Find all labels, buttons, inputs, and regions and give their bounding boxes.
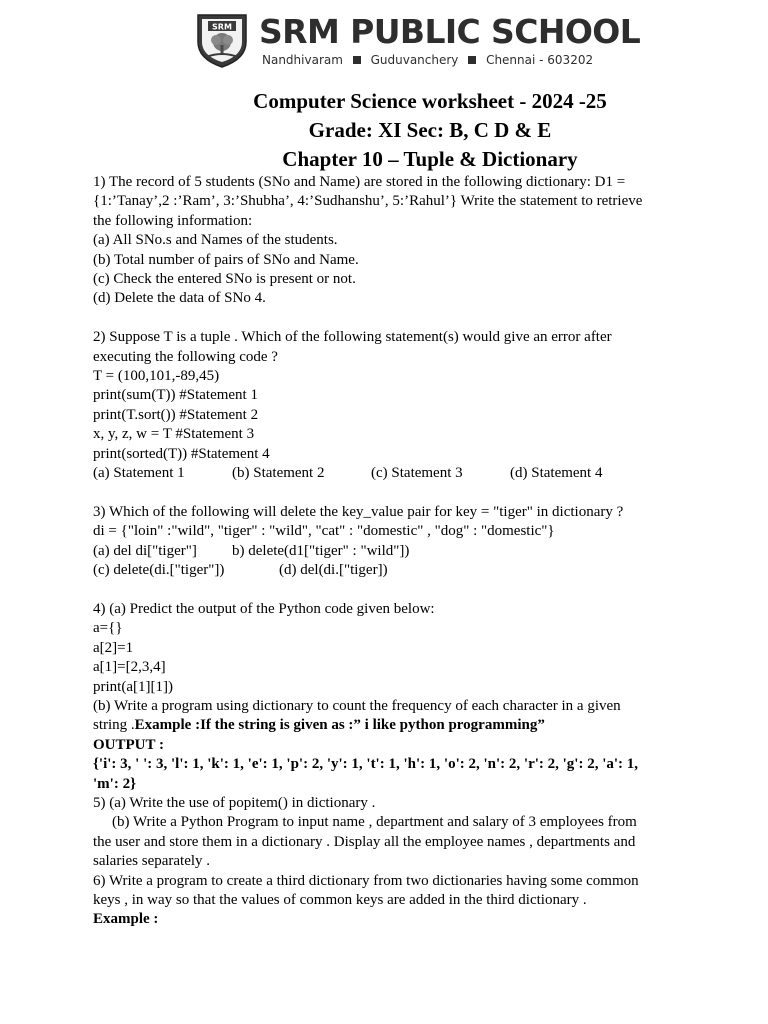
text-line: (d) Delete the data of SNo 4. — [93, 290, 266, 307]
text-line: (b) Total number of pairs of SNo and Name. — [93, 251, 359, 268]
title-line: Grade: XI Sec: B, C D & E — [308, 118, 552, 142]
text-line: the following information: — [93, 212, 253, 229]
text-line: keys , in way so that the values of common keys are added in the third dictionary . — [93, 891, 587, 908]
code-line: a={} — [93, 620, 123, 637]
answer-options — [93, 561, 673, 580]
spacer — [93, 309, 673, 328]
text-line — [93, 716, 673, 735]
title-line: Chapter 10 – Tuple & Dictionary — [282, 147, 578, 171]
option: (d) Statement 4 — [510, 465, 603, 482]
code-line: a[2]=1 — [93, 639, 134, 656]
code-line: print(sorted(T)) #Statement 4 — [93, 445, 270, 462]
answer-options — [93, 542, 673, 561]
answer-options — [93, 464, 673, 483]
option: b) delete(d1["tiger" : "wild"]) — [232, 542, 410, 559]
example-text: Example :If the string is given as :” i like python programming” — [134, 717, 545, 734]
address-part: Guduvanchery — [370, 53, 459, 67]
code-line: print(T.sort()) #Statement 2 — [93, 406, 259, 423]
question-1 — [93, 173, 673, 309]
square-bullet-icon — [468, 56, 476, 64]
output-line: {'i': 3, ' ': 3, 'l': 1, 'k': 1, 'e': 1, 'p': 2, 'y': 1, 't': 1, 'h': 1, 'o': 2, 'n': 2, 'r': 2, 'g': 2, 'a': 1, — [93, 756, 639, 773]
address-part: Nandhivaram — [262, 53, 343, 67]
text-line: (a) All SNo.s and Names of the students. — [93, 232, 338, 249]
spacer — [93, 483, 673, 502]
worksheet-titles — [90, 87, 768, 174]
option: (b) Statement 2 — [232, 465, 325, 482]
school-header — [192, 12, 641, 72]
code-line: print(sum(T)) #Statement 1 — [93, 387, 258, 404]
question-3 — [93, 503, 673, 581]
text-line: 1) The record of 5 students (SNo and Name) are stored in the following dictionary: D1 = — [93, 174, 626, 190]
text-line: 4) (a) Predict the output of the Python code given below: — [93, 600, 435, 617]
option: (c) Statement 3 — [371, 465, 463, 482]
text-line: the user and store them in a dictionary . Display all the employee names , departments and — [93, 833, 636, 850]
code-line: di = {"loin" :"wild", "tiger" : "wild", "cat" : "domestic" , "dog" : "domestic"} — [93, 523, 555, 540]
svg-text:SRM: SRM — [212, 22, 232, 32]
text-line: (b) Write a program using dictionary to count the frequency of each character in a given — [93, 697, 621, 714]
code-line: a[1]=[2,3,4] — [93, 659, 166, 676]
output-line: 'm': 2} — [93, 775, 136, 792]
text-line: 5) (a) Write the use of popitem() in dictionary . — [93, 794, 376, 811]
option: (a) Statement 1 — [93, 465, 185, 482]
option: (a) del di["tiger"] — [93, 542, 197, 559]
text-line: salaries separately . — [93, 853, 211, 870]
output-label: OUTPUT : — [93, 736, 164, 753]
option: (c) delete(di.["tiger"]) — [93, 562, 225, 579]
square-bullet-icon — [353, 56, 361, 64]
address-part: Chennai - 603202 — [486, 53, 594, 67]
question-4 — [93, 600, 673, 794]
school-address — [262, 52, 593, 68]
title-line: Computer Science worksheet - 2024 -25 — [253, 89, 607, 113]
code-line: print(a[1][1]) — [93, 678, 173, 695]
string-prefix: string . — [93, 717, 135, 734]
code-line: T = (100,101,-89,45) — [93, 368, 220, 385]
school-crest-logo — [192, 12, 252, 68]
question-5 — [93, 794, 673, 872]
text-line: (c) Check the entered SNo is present or not. — [93, 271, 356, 288]
question-2 — [93, 328, 673, 483]
text-line: (b) Write a Python Program to input name , department and salary of 3 employees from — [112, 814, 637, 831]
text-line: executing the following code ? — [93, 348, 278, 365]
text-line: 6) Write a program to create a third dictionary from two dictionaries having some common — [93, 872, 639, 889]
worksheet-body — [93, 173, 673, 930]
school-name: SRM PUBLIC SCHOOL — [259, 12, 641, 51]
code-line: x, y, z, w = T #Statement 3 — [93, 426, 255, 443]
example-label: Example : — [93, 911, 159, 928]
text-line: 3) Which of the following will delete the key_value pair for key = "tiger" in dictionary ? — [93, 503, 624, 520]
spacer — [93, 581, 673, 600]
text-line: 2) Suppose T is a tuple . Which of the following statement(s) would give an error after — [93, 329, 612, 346]
question-6 — [93, 872, 673, 930]
text-line: {1:’Tanay’,2 :’Ram’, 3:’Shubha’, 4:’Sudhanshu’, 5:’Rahul’} Write the statement to retrieve — [93, 193, 643, 210]
option: (d) del(di.["tiger]) — [279, 562, 388, 579]
